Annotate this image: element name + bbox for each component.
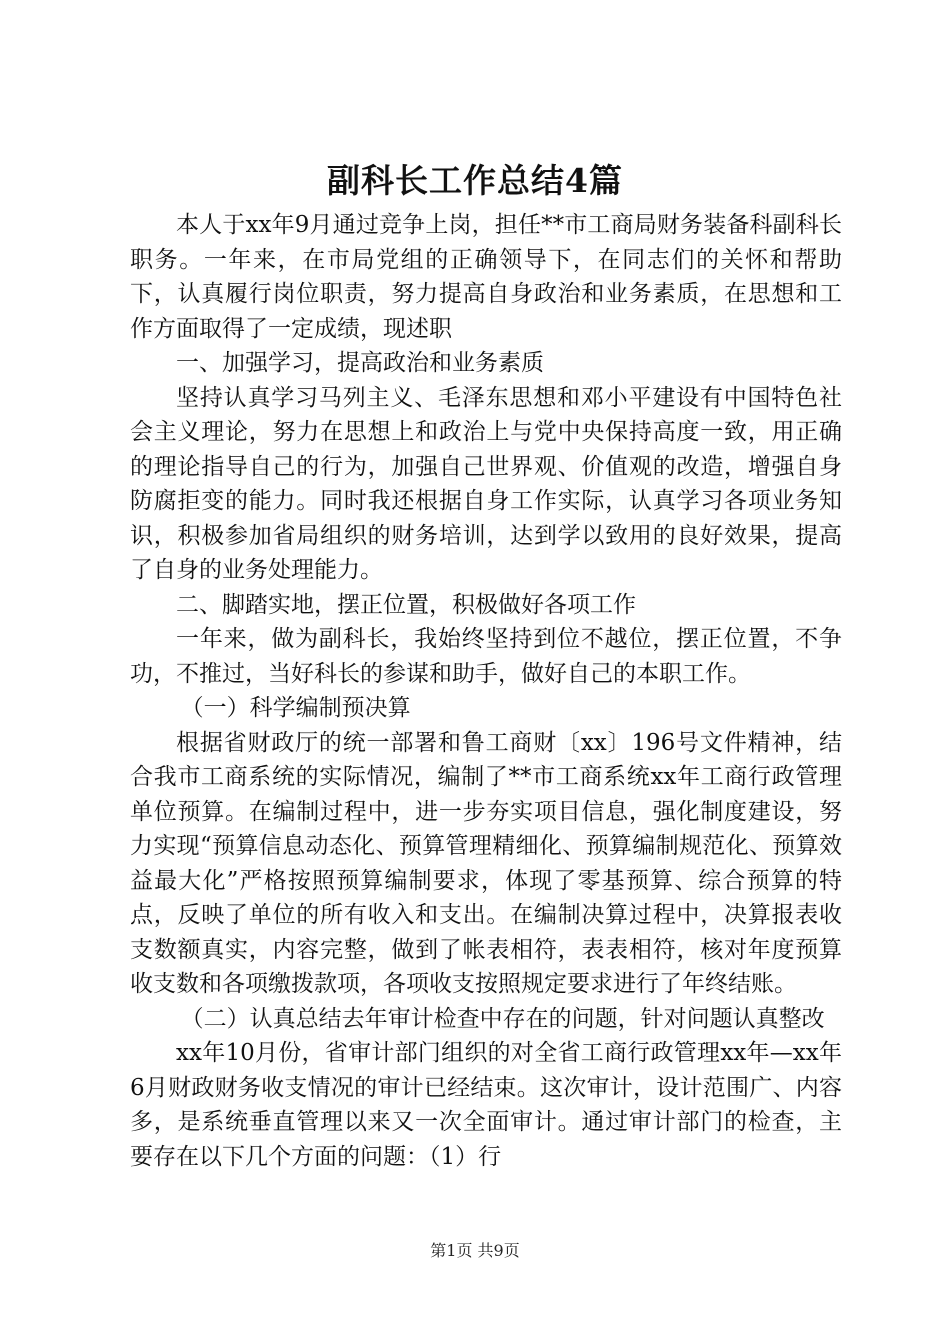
subsection-1-paragraph: 根据省财政厅的统一部署和鲁工商财〔xx〕196号文件精神，结合我市工商系统的实际情况，编制了**市工商系统xx年工商行政管理单位预算。在编制过程中，进一步夯实项目信息，强化制度建设，努力实现“预算信息动态化、预算管理精细化、预算编制规范化、预算效益最大化”严格按照预算编制要求，体现了零基预算、综合预算的特点，反映了单位的所有收入和支出。在编制决算过程中，决算报表收支数额真实，内容完整，做到了帐表相符，表表相符，核对年度预算收支数和各项缴拨款项，各项收支按照规定要求进行了年终结账。	[130, 729, 842, 997]
subsection-heading-2: （二）认真总结去年审计检查中存在的问题，针对问题认真整改	[180, 1005, 825, 1032]
section-heading-1: 一、加强学习，提高政治和业务素质	[176, 350, 544, 376]
document-title: 副科长工作总结4篇	[327, 161, 623, 200]
intro-paragraph: 本人于xx年9月通过竞争上岗，担任**市工商局财务装备科副科长职务。一年来，在市局党组的正确领导下，在同志们的关怀和帮助下，认真履行岗位职责，努力提高自身政治和业务素质，在思想和工作方面取得了一定成绩，现述职	[130, 212, 842, 342]
subsection-heading-1: （一）科学编制预决算	[180, 695, 411, 721]
document-body	[130, 208, 842, 1174]
subsection-2-paragraph: xx年10月份，省审计部门组织的对全省工商行政管理xx年—xx年6月财政财务收支情况的审计已经结束。这次审计，设计范围广、内容多，是系统垂直管理以来又一次全面审计。通过审计部门的检查，主要存在以下几个方面的问题：（1）行	[130, 1040, 842, 1170]
page-number-footer: 第1页 共9页	[430, 1241, 520, 1260]
section-2-paragraph: 一年来，做为副科长，我始终坚持到位不越位，摆正位置，不争功，不推过，当好科长的参谋和助手，做好自己的本职工作。	[130, 626, 842, 687]
section-1-paragraph: 坚持认真学习马列主义、毛泽东思想和邓小平建设有中国特色社会主义理论，努力在思想上和政治上与党中央保持高度一致，用正确的理论指导自己的行为，加强自己世界观、价值观的改造，增强自身防腐拒变的能力。同时我还根据自身工作实际，认真学习各项业务知识，积极参加省局组织的财务培训，达到学以致用的良好效果，提高了自身的业务处理能力。	[130, 384, 842, 583]
section-heading-2: 二、脚踏实地，摆正位置，积极做好各项工作	[176, 591, 636, 618]
